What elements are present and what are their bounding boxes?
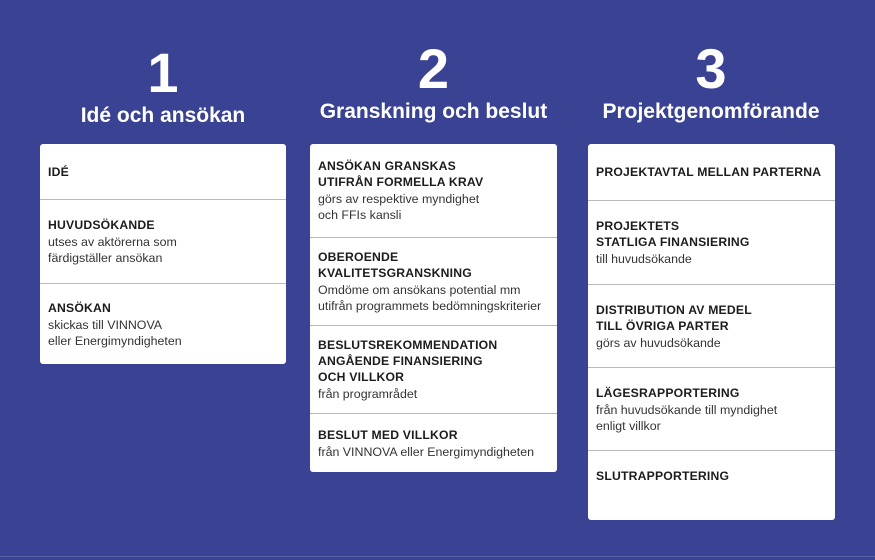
phase-1-step-2 [40, 199, 286, 283]
phase-3-step-1 [588, 144, 835, 200]
phase-3-number: 3 [695, 37, 727, 100]
phase-3-header [586, 37, 836, 125]
phase-1-title: Idé och ansökan [80, 104, 246, 127]
step-description: Omdöme om ansökans potential mm utifrån programmets bedömningskriterier [318, 283, 542, 313]
phase-1-number: 1 [147, 41, 179, 104]
phase-1-step-1 [40, 144, 286, 199]
phase-3-title: Projektgenomförande [602, 100, 820, 123]
bottom-divider [0, 556, 875, 557]
phase-1-card [40, 144, 286, 364]
step-description: till huvudsökande [596, 252, 692, 266]
phase-3-step-4 [588, 367, 835, 450]
phase-2-title: Granskning och beslut [319, 100, 548, 123]
phase-2-step-4 [310, 413, 557, 472]
step-heading: PROJEKTAVTAL MELLAN PARTERNA [596, 165, 822, 179]
step-heading: ANSÖKAN GRANSKAS UTIFRÅN FORMELLA KRAV [318, 159, 484, 189]
phase-3-card [588, 144, 835, 520]
step-heading: SLUTRAPPORTERING [596, 468, 730, 483]
phase-2-step-1 [310, 144, 557, 237]
step-heading: OBEROENDE KVALITETSGRANSKNING [318, 250, 472, 280]
step-heading: BESLUT MED VILLKOR [318, 427, 458, 442]
phase-1-step-3 [40, 283, 286, 364]
phase-3-step-3 [588, 284, 835, 367]
phase-3-step-2 [588, 200, 835, 284]
step-heading: ANSÖKAN [48, 300, 112, 315]
phase-2-number: 2 [417, 37, 450, 100]
phase-2-header [300, 37, 567, 125]
step-description: från huvudsökande till myndighet enligt villkor [596, 402, 778, 433]
step-description: görs av huvudsökande [596, 335, 721, 350]
step-heading: IDÉ [48, 164, 69, 179]
step-description: skickas till VINNOVA eller Energimyndigheten [48, 317, 182, 348]
phase-2-step-2 [310, 237, 557, 325]
step-heading: BESLUTSREKOMMENDATION ANGÅENDE FINANSIERING OCH VILLKOR [318, 338, 498, 384]
phase-3-step-5 [588, 450, 835, 500]
step-heading: HUVUDSÖKANDE [48, 218, 155, 232]
step-description: från programrådet [318, 387, 418, 401]
step-heading: DISTRIBUTION AV MEDEL TILL ÖVRIGA PARTER [596, 302, 752, 333]
step-description: görs av respektive myndighet och FFIs kansli [318, 192, 480, 222]
phase-2-card [310, 144, 557, 472]
phase-2-step-3 [310, 325, 557, 413]
step-description: från VINNOVA eller Energimyndigheten [318, 444, 535, 459]
phase-1-header [40, 41, 286, 129]
step-heading: LÄGESRAPPORTERING [596, 385, 740, 400]
step-description: utses av aktörerna som färdigställer ansökan [48, 235, 177, 265]
step-heading: PROJEKTETS STATLIGA FINANSIERING [596, 219, 750, 249]
